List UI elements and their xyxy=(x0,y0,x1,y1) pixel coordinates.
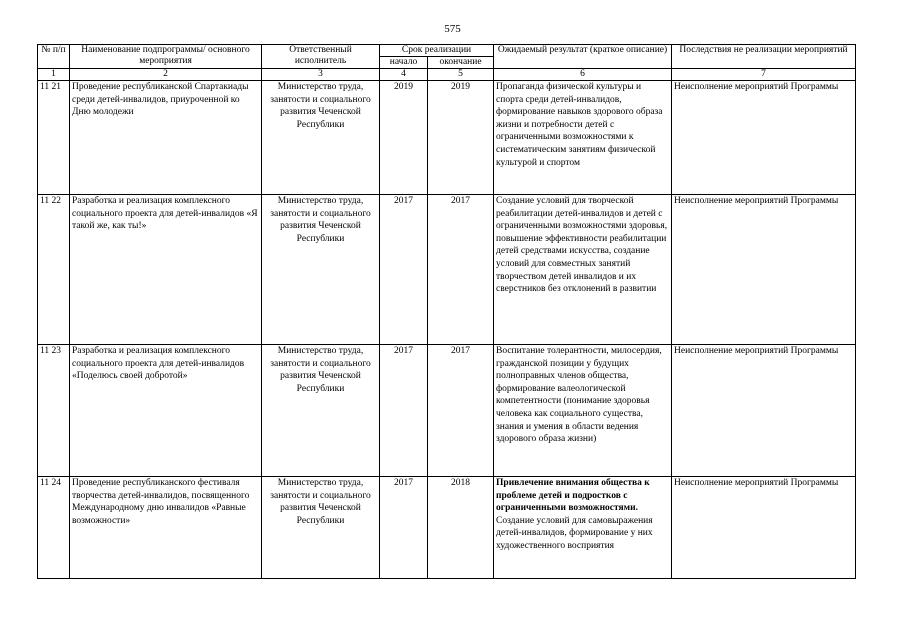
column-number: 2 xyxy=(70,69,262,81)
program-table xyxy=(37,44,856,579)
row-result xyxy=(494,477,672,579)
header-consequences: Последствия не реализации мероприятий xyxy=(672,45,856,69)
row-result-text: Создание условий для самовыражения детей-инвалидов, формирование у них художественного восприятия xyxy=(496,515,653,551)
row-executor: Министерство труда, занятости и социального развития Чеченской Республики xyxy=(262,345,380,477)
table-row xyxy=(38,81,856,195)
row-result-bold: Привлечение внимания общества к проблеме детей и подростков с ограниченными возможностями. xyxy=(496,478,650,514)
row-name: Разработка и реализация комплексного социального проекта для детей-инвалидов «Поделюсь своей добротой» xyxy=(70,345,262,477)
row-end: 2017 xyxy=(428,195,494,345)
row-num: 11 21 xyxy=(38,81,70,195)
header-start: начало xyxy=(380,57,428,69)
row-num: 11 22 xyxy=(38,195,70,345)
column-numbers-row xyxy=(38,69,856,81)
column-number: 5 xyxy=(428,69,494,81)
row-result-text: Создание условий для творческой реабилитации детей-инвалидов и детей с ограниченными возможностями здоровья, повышение эффективности реабилитации детей средствами искусства, создание условий для совместных занятий творчеством детей инвалидов и их сверстников без отклонений в развитии xyxy=(496,196,668,295)
column-number: 3 xyxy=(262,69,380,81)
row-executor: Министерство труда, занятости и социального развития Чеченской Республики xyxy=(262,477,380,579)
row-num: 11 23 xyxy=(38,345,70,477)
header-executor: Ответственный исполнитель xyxy=(262,45,380,69)
row-result xyxy=(494,195,672,345)
row-consequences: Неисполнение мероприятий Программы xyxy=(672,195,856,345)
row-result xyxy=(494,345,672,477)
header-result: Ожидаемый результат (краткое описание) xyxy=(494,45,672,69)
row-executor: Министерство труда, занятости и социального развития Чеченской Республики xyxy=(262,81,380,195)
column-number: 4 xyxy=(380,69,428,81)
table-row xyxy=(38,477,856,579)
row-start: 2019 xyxy=(380,81,428,195)
row-executor: Министерство труда, занятости и социального развития Чеченской Республики xyxy=(262,195,380,345)
row-result-text: Пропаганда физической культуры и спорта среди детей-инвалидов, формирование навыков здорового образа жизни и потребности детей с ограниченными возможностями к систематическим занятиям физической культурой и спортом xyxy=(496,82,663,168)
table-row xyxy=(38,345,856,477)
row-consequences: Неисполнение мероприятий Программы xyxy=(672,81,856,195)
header-row xyxy=(38,45,856,57)
row-name: Проведение республиканского фестиваля творчества детей-инвалидов, посвященного Международному дню инвалидов «Равные возможности» xyxy=(70,477,262,579)
header-period: Срок реализации xyxy=(380,45,494,57)
header-num: № п/п xyxy=(38,45,70,69)
row-end: 2017 xyxy=(428,345,494,477)
page-number: 575 xyxy=(444,23,461,35)
table-row xyxy=(38,195,856,345)
column-number: 7 xyxy=(672,69,856,81)
column-number: 1 xyxy=(38,69,70,81)
row-consequences: Неисполнение мероприятий Программы xyxy=(672,477,856,579)
row-start: 2017 xyxy=(380,477,428,579)
row-name: Разработка и реализация комплексного социального проекта для детей-инвалидов «Я такой же, как ты!» xyxy=(70,195,262,345)
header-end: окончание xyxy=(428,57,494,69)
row-end: 2018 xyxy=(428,477,494,579)
row-consequences: Неисполнение мероприятий Программы xyxy=(672,345,856,477)
row-end: 2019 xyxy=(428,81,494,195)
column-number: 6 xyxy=(494,69,672,81)
row-name: Проведение республиканской Спартакиады среди детей-инвалидов, приуроченной ко Дню молодежи xyxy=(70,81,262,195)
row-start: 2017 xyxy=(380,195,428,345)
row-start: 2017 xyxy=(380,345,428,477)
row-result-text: Воспитание толерантности, милосердия, гражданской позиции у будущих полноправных членов общества, формирование валеологической компетентности (понимание здоровья человека как социального существа, знания и умения в области ведения здорового образа жизни) xyxy=(496,346,662,445)
row-num: 11 24 xyxy=(38,477,70,579)
row-result xyxy=(494,81,672,195)
header-name: Наименование подпрограммы/ основного мероприятия xyxy=(70,45,262,69)
